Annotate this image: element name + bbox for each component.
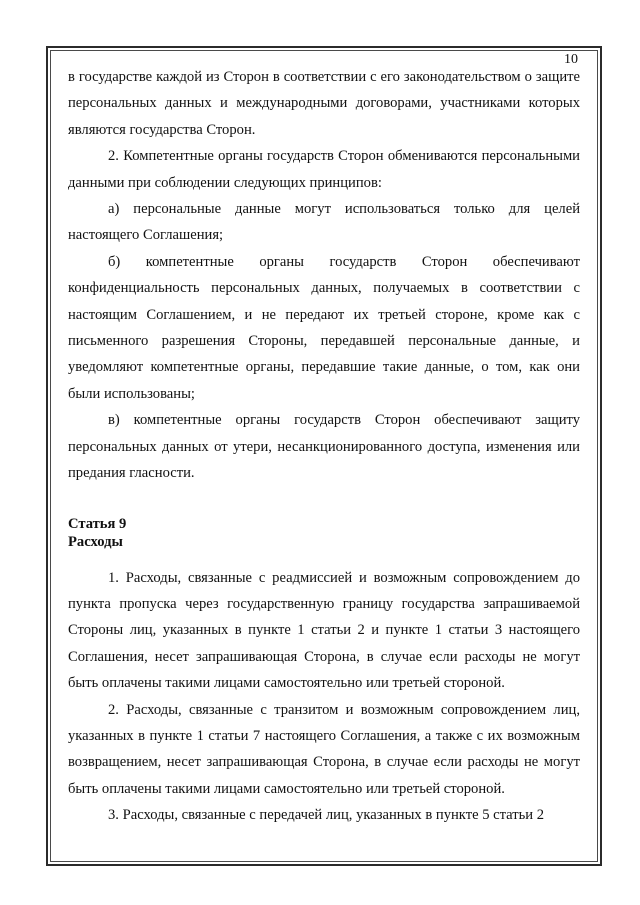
paragraph-item-2: 2. Компетентные органы государств Сторон обмениваются персональными данными при соблюдении следующих принципов: — [68, 148, 580, 191]
paragraph-expenses-3: 3. Расходы, связанные с передачей лиц, указанных в пункте 5 статьи 2 — [108, 807, 545, 824]
page-number: 10 — [564, 52, 578, 67]
article-number: Статья 9 — [68, 515, 127, 532]
article-title: Расходы — [68, 533, 123, 550]
paragraph-subitem-b: б) компетентные органы государств Сторон обеспечивают конфиденциальность персональных данных, получаемых в соответствии с настоящим Соглашением, и не передают их третьей стороне, кроме как с письменного разрешения Стороны, передавшей персональные данные, и уведомляют компетентные органы, передавшие такие данные, о том, как они были использованы; — [68, 253, 580, 402]
article-heading — [68, 515, 580, 551]
document-body — [68, 64, 580, 829]
paragraph-continuation: в государстве каждой из Сторон в соответствии с его законодательством о защите персональных данных и международными договорами, участниками которых являются государства Сторон. — [68, 69, 580, 138]
paragraph-expenses-2: 2. Расходы, связанные с транзитом и возможным сопровождением лиц, указанных в пункте 1 статьи 7 настоящего Соглашения, а также с их возможным возвращением, несет запрашивающая Сторона, в случае если расходы не могут быть оплачены такими лицами самостоятельно или третьей стороной. — [68, 701, 580, 797]
paragraph-subitem-a: а) персональные данные могут использоваться только для целей настоящего Соглашения; — [68, 201, 580, 244]
paragraph-expenses-1: 1. Расходы, связанные с реадмиссией и возможным сопровождением до пункта пропуска через государственную границу государства запрашиваемой Стороны лиц, указанных в пункте 1 статьи 2 и пункте 1 статьи 3 настоящего Соглашения, несет запрашивающая Сторона, в случае если расходы не могут быть оплачены такими лицами самостоятельно или третьей стороной. — [68, 569, 580, 692]
paragraph-subitem-v: в) компетентные органы государств Сторон обеспечивают защиту персональных данных от утери, несанкционированного доступа, изменения или предания гласности. — [68, 412, 580, 482]
